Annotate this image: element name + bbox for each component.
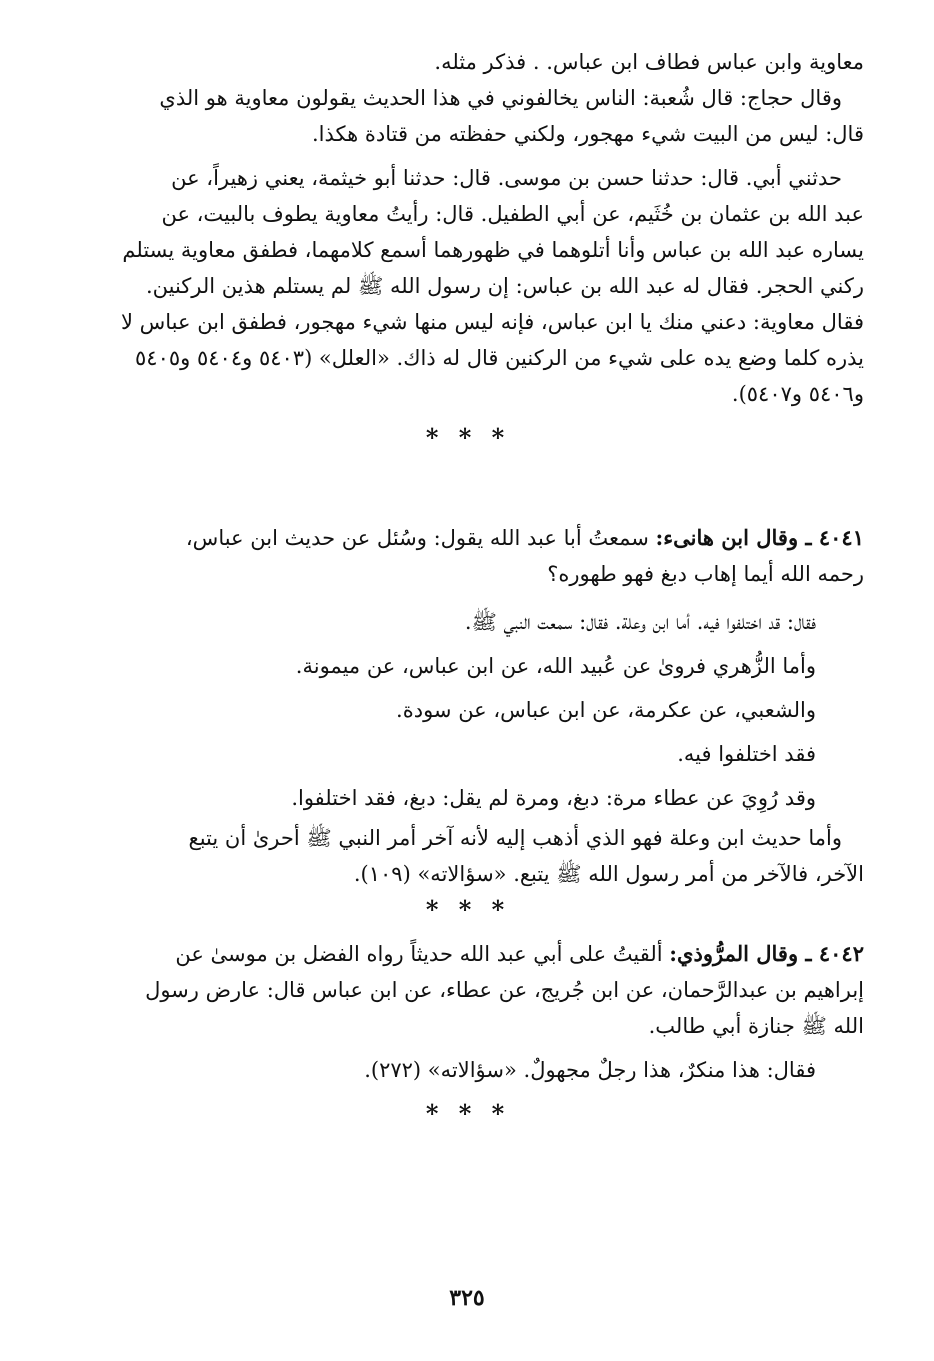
- text-line: وأما الزُّهري فروىٰ عن عُبيد الله، عن ابن عباس، عن ميمونة.: [295, 654, 816, 678]
- text-line: فقد اختلفوا فيه.: [677, 742, 816, 766]
- entry-4042-heading: ٤٠٤٢ ـ وقال المرُّوذي:: [669, 941, 864, 966]
- page-number: ٣٢٥: [449, 1285, 485, 1311]
- text-line: يذره كلما وضع يده على شيء من الركنين قال له ذاك. «العلل» (٥٤٠٣ و٥٤٠٤ و٥٤٠٥: [135, 346, 864, 370]
- text-line: يساره عبد الله بن عباس وأنا أتلوهما في ظهورهما أسمع كلامهما، فطفق معاوية يستلم: [122, 238, 864, 262]
- text-line: و٥٤٠٦ و٥٤٠٧).: [731, 382, 864, 406]
- text-line: فقال: قد اختلفوا فيه. أما ابن وعلة. فقال: سمعت النبي ﷺ.: [464, 610, 816, 634]
- entry-4041-intro: سمعتُ أبا عبد الله يقول: وسُئل عن حديث ابن عباس،: [185, 526, 656, 550]
- section-separator: * * *: [425, 1099, 511, 1128]
- entry-4041-heading: ٤٠٤١ ـ وقال ابن هانىء:: [655, 525, 864, 550]
- text-line: وقد رُوِيَ عن عطاء مرة: دبغ، ومرة لم يقل: دبغ، فقد اختلفوا.: [291, 786, 816, 810]
- text-line: حدثني أبي. قال: حدثنا حسن بن موسى. قال: حدثنا أبو خيثمة، يعني زهيراً، عن: [171, 166, 842, 190]
- text-line: وقال حجاج: قال شُعبة: الناس يخالفوني في هذا الحديث يقولون معاوية هو الذي: [159, 86, 842, 110]
- entry-4042-intro: ألقيتُ على أبي عبد الله حديثاً رواه الفضل بن موسىٰ عن: [175, 942, 670, 966]
- text-line: إبراهيم بن عبدالرَّحمان، عن ابن جُريج، عن عطاء، عن ابن عباس قال: عارض رسول: [145, 978, 864, 1002]
- text-line: رحمه الله أيما إهاب دبغ فهو طهوره؟: [547, 562, 864, 586]
- text-line: معاوية وابن عباس فطاف ابن عباس. . فذكر مثله.: [434, 50, 864, 74]
- text-line: ركني الحجر. فقال له عبد الله بن عباس: إن رسول الله ﷺ لم يستلم هذين الركنين.: [145, 274, 864, 298]
- entry-4041-first-line: [72, 520, 864, 556]
- text-line: الله ﷺ جنازة أبي طالب.: [648, 1014, 864, 1038]
- section-separator: * * *: [425, 423, 511, 452]
- section-separator: * * *: [425, 895, 511, 924]
- document-page: [72, 44, 864, 1361]
- entry-4042-first-line: [72, 936, 864, 972]
- text-line: الآخر، فالآخر من أمر رسول الله ﷺ يتبع. «سؤالاته» (١٠٩).: [353, 862, 864, 886]
- text-line: عبد الله بن عثمان بن خُثَيم، عن أبي الطفيل. قال: رأيتُ معاوية يطوف بالبيت، عن: [161, 202, 864, 226]
- text-line: فقال معاوية: دعني منك يا ابن عباس، فإنه ليس منها شيء مهجور، فطفق ابن عباس لا: [120, 310, 864, 334]
- text-line: فقال: هذا منكرٌ، هذا رجلٌ مجهولٌ. «سؤالاته» (٢٧٢).: [364, 1058, 816, 1082]
- text-line: والشعبي، عن عكرمة، عن ابن عباس، عن سودة.: [396, 698, 816, 722]
- text-line: قال: ليس من البيت شيء مهجور، ولكني حفظته من قتادة هكذا.: [312, 122, 864, 146]
- text-line: وأما حديث ابن وعلة فهو الذي أذهب إليه لأنه آخر أمر النبي ﷺ أحرىٰ أن يتبع: [188, 826, 842, 850]
